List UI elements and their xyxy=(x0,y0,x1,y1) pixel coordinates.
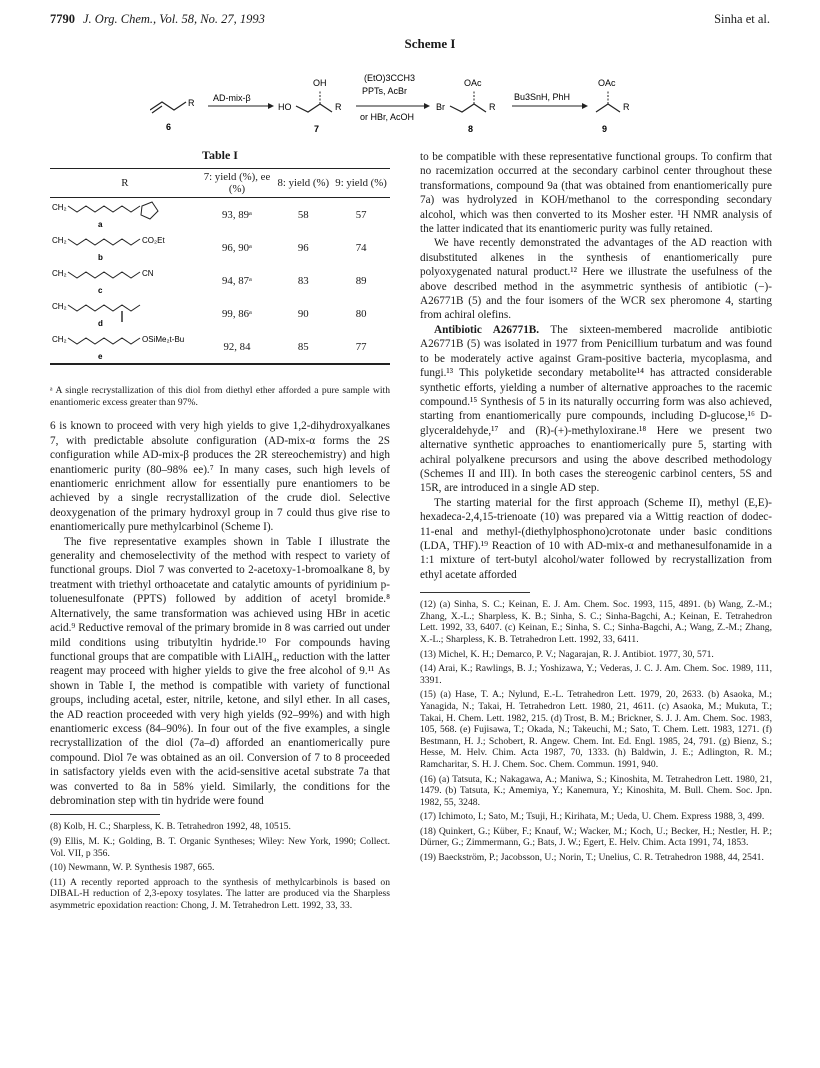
ref-11: (11) A recently reported approach to the synthesis of methylcarbinols is based on DIBAL-H reduction of 2,3-epoxy tosylates. The latter are produced via the Sharpless asymmetric epoxidation reaction: Chong, J. M. Tetrahedron Lett. 1992, 33, 33. xyxy=(50,876,390,911)
oac-8: OAc xyxy=(464,78,482,88)
oac-9: OAc xyxy=(598,78,616,88)
dioxolane-ring xyxy=(141,202,158,219)
ref-16: (16) (a) Tatsuta, K.; Nakagawa, A.; Maniwa, S.; Kinoshita, M. Tetrahedron Lett. 1980, 21, 1479. (b) Tatsuta, K.; Amemiya, Y.; Kanemura, Y.; Kinoshita, M. Bull. Chem. Soc. Jpn. 1982, 55, 3248. xyxy=(420,773,772,808)
right-paragraph-2: We have recently demonstrated the advantages of the AD reaction with disubstituted alkenes in the synthesis of enantiomerically pure polyoxygenated natural product.¹² Here we illustrate the usefulness of the above described method in the asymmetric synthesis of antibiotic (−)-A26771B (5) and the four isomers of the WCR sex pheromone 4, starting from achiral olefins. xyxy=(420,237,772,322)
r-structure-c xyxy=(50,265,198,297)
r-structure-cell xyxy=(50,198,200,232)
yield-cell-9: 57 xyxy=(355,208,367,221)
page-number: 7790 xyxy=(50,12,75,26)
table-row xyxy=(50,330,390,364)
journal-citation xyxy=(50,12,265,27)
right-column xyxy=(420,150,772,867)
table-body xyxy=(50,198,390,364)
row-letter: e xyxy=(98,351,103,361)
chain-a xyxy=(68,206,140,212)
right-paragraph-1: to be compatible with these representative functional groups. To confirm that no racemization occurred at the secondary carbinol center throughout these transformations, compound 9a (that was obtained from enantiomerically pure 7a) was hydrolyzed in KOH/methanol to the corresponding secondary alcohol, which was then converted to its Mosher ester. ¹H NMR analysis of the latter indicated that its enantiomeric purity was fully retained. xyxy=(420,151,772,236)
r-terminal-group: OSiMe₂t-Bu xyxy=(142,334,185,344)
yield-cell-9: 74 xyxy=(355,241,367,254)
r-9: R xyxy=(623,102,630,112)
ref-13: (13) Michel, K. H.; Demarco, P. V.; Nagarajan, R. J. Antibiot. 1977, 30, 571. xyxy=(420,648,714,660)
table-footnote: ᵃ A single recrystallization of this diol from diethyl ether afforded a pure sample with enantiomeric excess greater than 97%. xyxy=(50,385,390,409)
ch2-label: CH₂ xyxy=(52,268,67,278)
table-row xyxy=(50,264,390,297)
scheme-graphic xyxy=(150,50,710,148)
r-terminal-group: CN xyxy=(142,268,154,278)
br-8: Br xyxy=(436,102,445,112)
right-paragraph-4: The starting material for the first approach (Scheme II), methyl (E,E)-hexadeca-2,4,15-trienoate (10) was prepared via a Wittig reaction of dodec-11-enal and methyl-(diethylphosphono)crotonate under basic conditions (LDA, THF).¹⁹ Reaction of 10 with AD-mix-α and methanesulfonamide in a 1:1 mixture of tert-butyl alcohol/water followed by recrystallization from ethyl acetate afforded xyxy=(420,496,772,581)
table-header-row xyxy=(50,169,390,198)
label-9: 9 xyxy=(602,124,608,134)
table-1 xyxy=(50,168,390,364)
chain-d xyxy=(68,305,140,311)
ch2-label: CH₂ xyxy=(52,235,67,245)
left-references xyxy=(50,821,390,911)
header-9: 9: yield (%) xyxy=(332,169,390,198)
yield-cell-8: 58 xyxy=(297,208,309,221)
ho-7: HO xyxy=(278,102,292,112)
arrow-1-head xyxy=(268,103,274,109)
header-8: 8: yield (%) xyxy=(274,169,332,198)
scheme-1 xyxy=(150,36,710,148)
r-structure-a xyxy=(50,199,198,231)
yield-cell-8: 83 xyxy=(297,274,309,287)
author-header: Sinha et al. xyxy=(714,12,770,26)
footnote-rule-left xyxy=(50,814,160,815)
ref-17: (17) Ichimoto, I.; Sato, M.; Tsuji, H.; Kirihata, M.; Ueda, U. Chem. Express 1988, 3, 499. xyxy=(420,811,765,823)
ref-15: (15) (a) Hase, T. A.; Nylund, E.-L. Tetrahedron Lett. 1979, 20, 2633. (b) Asaoka, M.; Yanagida, N.; Takai, H. Tetrahedron Lett. 1980, 21, 4611. (c) Asaoka, M.; Mukuta, T.; Takai, H. Chem. Lett. 1982, 215. (d) Trost, B. M.; Brickner, S. J. J. Am. Chem. Soc. 1983, 105, 568. (e) Fujisawa, T.; Okada, N.; Takeuchi, M.; Sato, T. Chem. Lett. 1983, 1271. (f) Bestmann, H. J.; Schobert, R. Angew. Chem. Int. Ed. Engl. 1985, 24, 791. (g) Bienz, S.; Hesse, M. Helv. Chim. Acta 1987, 70, 1333. (h) Baldwin, J. E.; Adlington, R. M.; Ramcharitar, S. H. J. Chem. Soc. Chem. Commun. 1991, 940. xyxy=(420,689,772,770)
yield-cell-7: 92, 84 xyxy=(200,330,275,364)
ch2-label: CH₂ xyxy=(52,202,67,212)
yield-cell-7: 99, 86ᵃ xyxy=(222,307,252,320)
chain-b xyxy=(68,239,140,245)
row-letter: d xyxy=(98,318,103,328)
row-letter: b xyxy=(98,252,103,262)
left-body-text xyxy=(50,419,390,808)
yield-cell-8: 90 xyxy=(297,307,309,320)
reagent-orthoacetate: (EtO)3CCH3 xyxy=(364,73,416,83)
running-header xyxy=(50,8,770,30)
r-structure-d xyxy=(50,298,198,330)
table-row xyxy=(50,297,390,330)
r-structure-cell xyxy=(50,231,200,264)
ref-10: (10) Newmann, W. P. Synthesis 1987, 665. xyxy=(50,862,215,874)
right-references xyxy=(420,599,772,863)
ref-18: (18) Quinkert, G.; Küber, F.; Knauf, W.; Wacker, M.; Koch, U.; Becker, H.; Nestler, H. P.; Dürner, G.; Zimmermann, G.; Bats, J. W.; Egert, E. Helv. Chim. Acta 1991, 74, 1853. xyxy=(420,825,772,849)
chain-e xyxy=(68,338,140,344)
r-6: R xyxy=(188,98,195,108)
acetate-9-skeleton xyxy=(596,104,620,112)
r-8: R xyxy=(489,102,496,112)
section-heading: Antibiotic A26771B. xyxy=(434,323,540,336)
r-structure-cell xyxy=(50,264,200,297)
r-structure-cell xyxy=(50,330,200,364)
bromide-8-skeleton xyxy=(450,104,486,112)
yield-cell-8: 85 xyxy=(274,330,332,364)
yield-cell-7: 94, 87ᵃ xyxy=(222,274,252,287)
row-letter: a xyxy=(98,219,103,229)
row-letter: c xyxy=(98,285,103,295)
label-6: 6 xyxy=(166,122,172,132)
chain-c xyxy=(68,272,140,278)
scheme-title: Scheme I xyxy=(404,36,456,51)
oh-7: OH xyxy=(313,78,327,88)
r-7: R xyxy=(335,102,342,112)
arrow-3-head xyxy=(582,103,588,109)
ch2-label: CH₂ xyxy=(52,301,67,311)
left-column xyxy=(50,148,390,915)
reagent-ad-mix-beta: AD-mix-β xyxy=(213,93,251,103)
ref-8: (8) Kolb, H. C.; Sharpless, K. B. Tetrahedron 1992, 48, 10515. xyxy=(50,821,291,833)
left-paragraph-2: The five representative examples shown in Table I illustrate the generality and chemoselectivity of the method with respect to variety of functional groups. Diol 7 was converted to 2-acetoxy-1-bromoalkane 8, by treatment with triethyl orthoacetate and catalytic amounts of pyridinium p-toluenesulfonate (PPTS) followed by addition of acetyl bromide.⁸ Alternatively, the same transformation was achieved using HBr in acetic acid.⁹ Reductive removal of the primary bromide in 8 was carried out under mild conditions using tributyltin hydride.¹⁰ For compounds having functional groups that are compatible with LiAlH₄, reduction with the latter reagent may proceed with higher yields to give the free alcohol of 9.¹¹ As shown in Table I, the method is compatible with variety of functional groups, including acetal, ester, nitrile, ketone, and silyl ether. In all cases, the AD reaction proceeded with very high yields (92–99%) and with high enantiomeric excess (84–90%). In four out of the five examples, a single recrystallization of the diol (7a–d) afforded an enantiomerically pure compound. Diol 7e was obtained as an oil. Conversion of 7 to 8 proceeded in satisfactory yields even with the acid-sensitive acetal substrate 7a that was converted to 8a in 58% yield. Similarly, the conditions for the debromination step with tin hydride were found xyxy=(50,535,390,807)
r-terminal-group: CO₂Et xyxy=(142,235,165,245)
table-rule xyxy=(50,364,390,365)
ref-12: (12) (a) Sinha, S. C.; Keinan, E. J. Am. Chem. Soc. 1993, 115, 4891. (b) Wang, Z.-M.; Zhang, X.-L.; Sharpless, K. B.; Sinha, S. C.; Sinha-Bagchi, A.; Keinan, E. Tetrahedron Lett. 1992, 33, 6407. (c) Keinan, E.; Sinha, S. C.; Sinha-Bagchi, A.; Wang, Z.-M.; Zhang, X.-L.; Sharpless, K. B. Tetrahedron Lett. 1992, 33, 6411. xyxy=(420,599,772,645)
r-structure-e xyxy=(50,331,198,363)
yield-cell-9: 80 xyxy=(355,307,367,320)
ref-19: (19) Baeckström, P.; Jacobsson, U.; Norin, T.; Unelius, C. R. Tetrahedron 1988, 44, 2541. xyxy=(420,852,764,864)
yield-cell-9: 89 xyxy=(355,274,367,287)
right-paragraph-3-body: The sixteen-membered macrolide antibiotic A26771B (5) was isolated in 1977 from Penicillium turbatum and was found to be moderately active against Gram-positive bacteria, mycoplasma, and fungi.¹³ This polyketide secondary metabolite¹⁴ has attracted considerable synthetic efforts, yielding a number of alternative approaches to the racemic compound.¹⁵ Synthesis of 5 in its naturally occurring form was also achieved, starting from enantiomerically pure compounds, including D-glucose,¹⁶ D-glyceraldehyde,¹⁷ and (R)-(+)-methyloxirane.¹⁸ Here we present two alternative synthetic approaches to enantiomerically pure 5, starting with achiral polyalkene precursors and using the above described methodology (Schemes II and III). In both cases the stereogenic carbinol centers, 5S and 15R, are introduced in a single AD step. xyxy=(420,323,772,495)
alkene-6-skeleton xyxy=(150,102,186,110)
reagent-hbr: or HBr, AcOH xyxy=(360,112,415,122)
label-7: 7 xyxy=(314,124,320,134)
yield-cell-7: 96, 90ᵃ xyxy=(222,241,252,254)
yield-cell-9: 77 xyxy=(332,330,390,364)
header-r: R xyxy=(50,169,200,198)
ref-9: (9) Ellis, M. K.; Golding, B. T. Organic Syntheses; Wiley: New York, 1990; Collect. Vol. VII, p 356. xyxy=(50,835,390,859)
diol-7-skeleton xyxy=(296,104,332,112)
r-structure-cell xyxy=(50,297,200,330)
table-row xyxy=(50,231,390,264)
ch2-label: CH₂ xyxy=(52,334,67,344)
reagent-bu3snh: Bu3SnH, PhH xyxy=(514,92,571,102)
table-title: Table I xyxy=(202,148,238,162)
arrow-2-head xyxy=(424,103,430,109)
yield-cell-7: 93, 89ᵃ xyxy=(222,208,252,221)
right-paragraph-3 xyxy=(420,323,772,496)
label-8: 8 xyxy=(468,124,474,134)
ref-14: (14) Arai, K.; Rawlings, B. J.; Yoshizawa, Y.; Vederas, J. C. J. Am. Chem. Soc. 1989, 111, 3391. xyxy=(420,663,772,686)
journal-name: J. Org. Chem., Vol. 58, No. 27, 1993 xyxy=(83,12,265,26)
left-paragraph-1: 6 is known to proceed with very high yields to give 1,2-dihydroxyalkanes 7, with predictable absolute configuration (AD-mix-α forms the 2S configuration while AD-mix-β produces the 2R stereochemistry) and high enantiomeric purity (80–98% ee).⁷ In many cases, such high levels of enantiomeric enrichment allow for essentially pure enantiomers to be achieved by a single recrystallization of the crude diol. Selective deoxygenation of the primary hydroxyl group in 7 could thus give rise to enantiomerically pure methylcarbinol (Scheme I). xyxy=(50,420,390,534)
r-structure-b xyxy=(50,232,198,264)
footnote-rule-right xyxy=(420,592,530,593)
yield-cell-8: 96 xyxy=(297,241,309,254)
header-7: 7: yield (%), ee (%) xyxy=(200,169,275,198)
reagent-ppts: PPTs, AcBr xyxy=(362,86,408,96)
table-row xyxy=(50,198,390,232)
